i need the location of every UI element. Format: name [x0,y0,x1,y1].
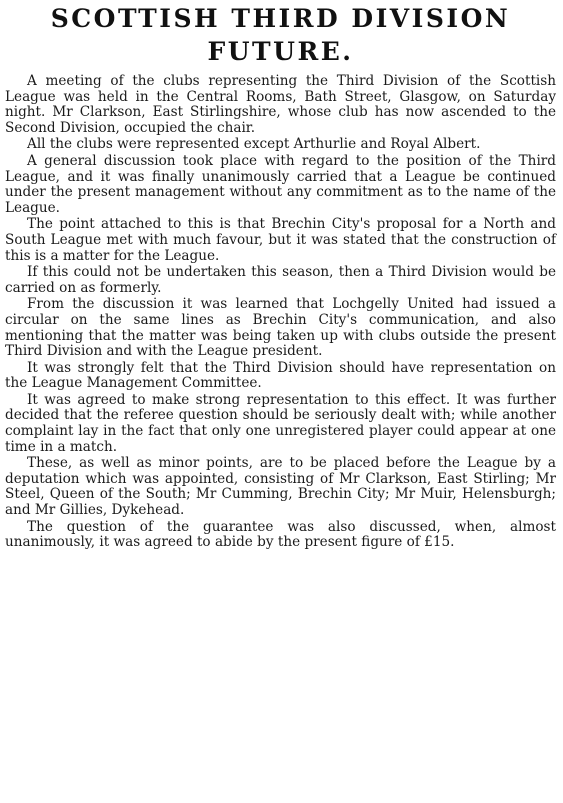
paragraph-referee: It was agreed to make strong representation to this effect. It was further decided that the referee question should be seriously dealt with; while another complaint lay in the fact that only one unregistered player could appear at one time in a match. [5,391,556,455]
paragraph-deputation: These, as well as minor points, are to be placed before the League by a deputation which was appointed, consisting of Mr Clarkson, East Stirling; Mr Steel, Queen of the South; Mr Cumming, Brechin City; Mr Muir, Helensburgh; and Mr Gillies, Dykehead. [5,455,556,519]
headline-line-1: SCOTTISH THIRD DIVISION [50,4,511,33]
headline-line-2: FUTURE. [207,37,354,66]
paragraph-fallback: If this could not be undertaken this season, then a Third Division would be carried on as formerly. [5,264,556,296]
paragraph-lochgelly: From the discussion it was learned that Lochgelly United had issued a circular on the same lines as Brechin City's communication, and also mentioning that the matter was being taken up with clubs outside the present Third Division and with the League president. [5,296,556,360]
headline [5,2,556,68]
paragraph-representation: It was strongly felt that the Third Division should have representation on the League Management Committee. [5,359,556,392]
paragraph-attendance: All the clubs were represented except Arthurlie and Royal Albert. [27,136,481,153]
paragraph-brechin-proposal: The point attached to this is that Brechin City's proposal for a North and South League met with much favour, but it was stated that the construction of this is a matter for the League. [5,216,556,264]
paragraph-meeting: A meeting of the clubs representing the Third Division of the Scottish League was held in the Central Rooms, Bath Street, Glasgow, on Saturday night. Mr Clarkson, East Stirlingshire, whose club has now ascended to the Second Division, occupied the chair. [5,73,556,136]
paragraph-discussion: A general discussion took place with regard to the position of the Third League, and it was finally unanimously carried that a League be continued under the present management without any commitment as to the name of the League. [5,152,556,216]
paragraph-guarantee: The question of the guarantee was also discussed, when, almost unanimously, it was agreed to abide by the present figure of £15. [5,518,556,551]
article-body [5,74,556,551]
